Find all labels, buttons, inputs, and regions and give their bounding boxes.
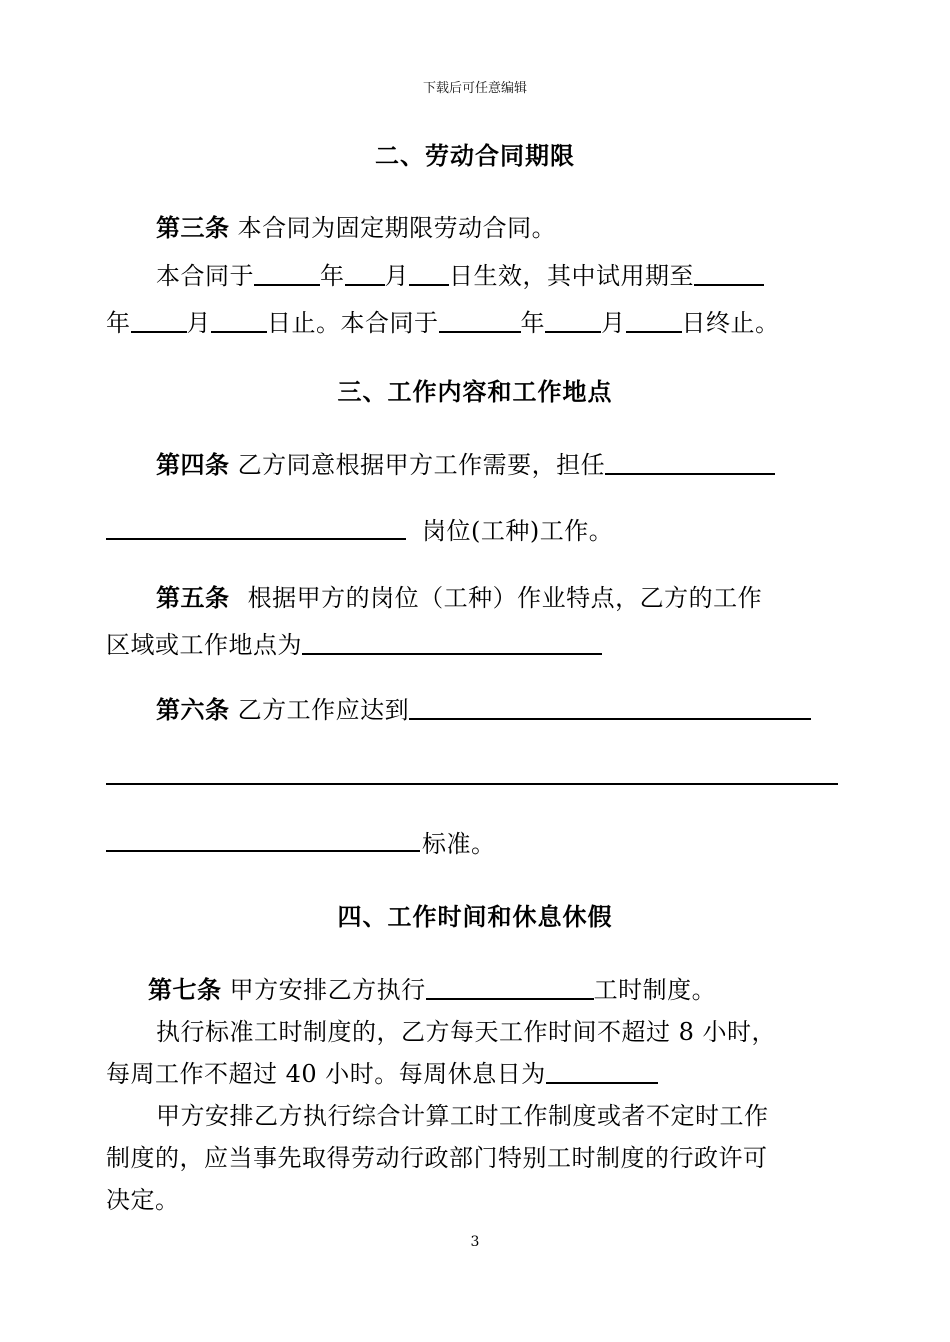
article-7-text-a: 甲方安排乙方执行 xyxy=(229,976,426,1004)
blank-hours-system[interactable] xyxy=(426,974,594,1000)
blank-start-day[interactable] xyxy=(409,260,449,286)
article-4-text: 乙方同意根据甲方工作需要，担任 xyxy=(237,451,606,479)
blank-rest-day[interactable] xyxy=(546,1058,658,1084)
article-6-label: 第六条 xyxy=(156,696,230,724)
article-4-label: 第四条 xyxy=(156,451,230,479)
article-7-para-3-line-2: 制度的，应当事先取得劳动行政部门特别工时制度的行政许可 xyxy=(106,1144,768,1172)
article-3-text-h: 年 xyxy=(520,309,545,337)
article-7-para-3-line-1: 甲方安排乙方执行综合计算工时工作制度或者不定时工作 xyxy=(156,1102,769,1130)
article-3-line-2 xyxy=(156,256,764,291)
article-3-text: 本合同为固定期限劳动合同。 xyxy=(237,214,557,242)
article-3-text-f: 月 xyxy=(186,309,211,337)
blank-work-location[interactable] xyxy=(302,629,602,655)
blank-end-day[interactable] xyxy=(626,307,682,333)
article-6-line-3: 标准。 xyxy=(422,830,496,858)
blank-end-month[interactable] xyxy=(545,307,601,333)
article-5-text: 根据甲方的岗位（工种）作业特点，乙方的工作 xyxy=(247,584,763,612)
section-heading-hours: 四、工作时间和休息休假 xyxy=(337,903,613,931)
blank-standard-line-3[interactable] xyxy=(106,850,420,852)
article-5-label: 第五条 xyxy=(156,584,230,612)
blank-probation-day[interactable] xyxy=(211,307,267,333)
article-5-text-2: 区域或工作地点为 xyxy=(106,631,302,659)
article-3-text-a: 本合同于 xyxy=(156,262,254,290)
page-number: 3 xyxy=(470,1234,480,1250)
article-3-line-1 xyxy=(156,208,556,243)
blank-end-year[interactable] xyxy=(439,307,521,333)
article-3-text-g: 日止。本合同于 xyxy=(267,309,439,337)
article-7-para-2-line-2 xyxy=(106,1054,658,1089)
article-7-label: 第七条 xyxy=(148,976,222,1004)
blank-standard[interactable] xyxy=(409,694,811,720)
blank-probation-year[interactable] xyxy=(694,260,764,286)
article-7-line-1 xyxy=(148,970,716,1005)
blank-probation-month[interactable] xyxy=(131,307,187,333)
article-7-para-3-line-3: 决定。 xyxy=(106,1186,180,1214)
section-heading-term: 二、劳动合同期限 xyxy=(375,142,575,170)
blank-standard-line-2[interactable] xyxy=(106,783,838,785)
article-7-para-2-line-1: 执行标准工时制度的，乙方每天工作时间不超过 8 小时， xyxy=(156,1018,777,1046)
article-3-text-i: 月 xyxy=(601,309,626,337)
article-3-text-j: 日终止。 xyxy=(681,309,780,337)
blank-position-continued[interactable] xyxy=(106,538,406,540)
blank-start-year[interactable] xyxy=(254,260,320,286)
article-3-text-e: 年 xyxy=(106,309,131,337)
article-3-text-b: 年 xyxy=(320,262,345,290)
article-3-line-3 xyxy=(106,303,780,338)
blank-start-month[interactable] xyxy=(345,260,385,286)
article-3-label: 第三条 xyxy=(156,214,230,242)
article-3-text-d: 日生效，其中试用期至 xyxy=(449,262,694,290)
article-7-text-b: 工时制度。 xyxy=(593,976,717,1004)
section-heading-work: 三、工作内容和工作地点 xyxy=(337,378,613,406)
article-6-text: 乙方工作应达到 xyxy=(237,696,410,724)
blank-position[interactable] xyxy=(605,449,775,475)
article-4-line-2: 岗位(工种)工作。 xyxy=(422,517,614,545)
article-7-para-2-text: 每周工作不超过 40 小时。每周休息日为 xyxy=(106,1060,546,1088)
article-4-line-1 xyxy=(156,445,775,480)
article-5-line-1 xyxy=(156,578,762,613)
article-3-text-c: 月 xyxy=(384,262,409,290)
article-5-line-2 xyxy=(106,625,602,660)
article-6-line-1 xyxy=(156,690,811,725)
page-header: 下载后可任意编辑 xyxy=(422,81,527,96)
